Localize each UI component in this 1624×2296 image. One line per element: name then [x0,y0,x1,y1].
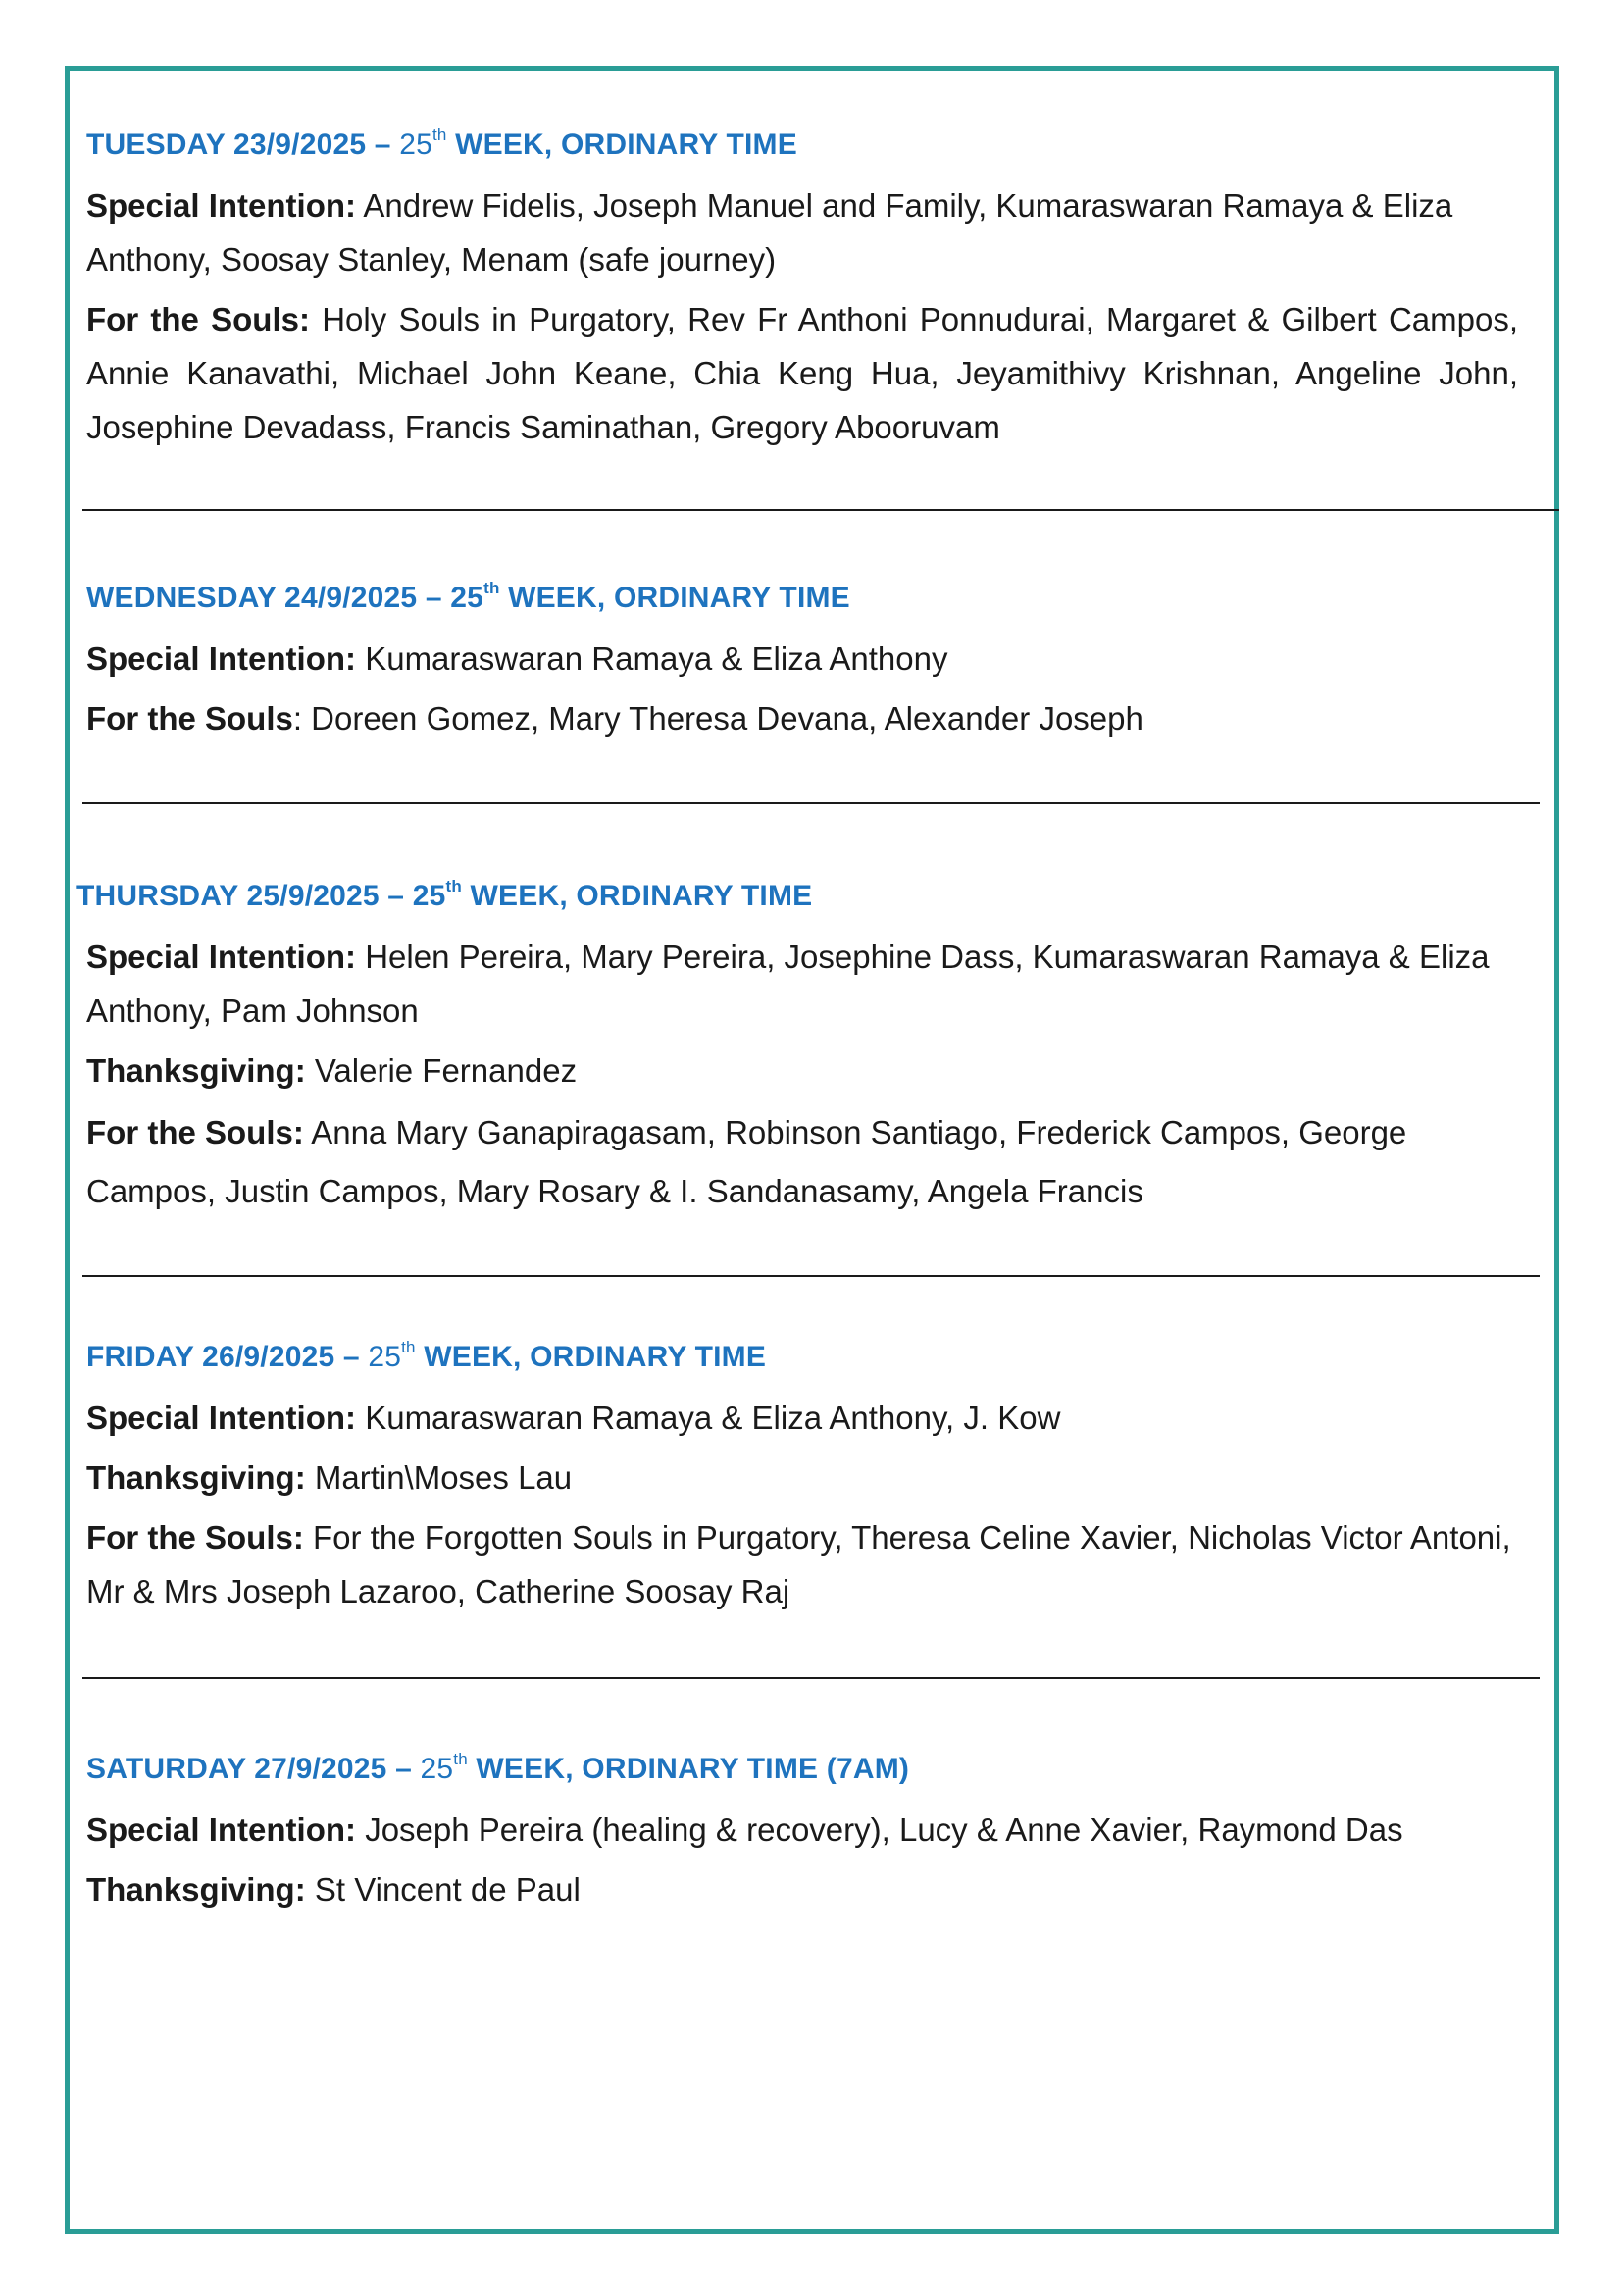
entry-label: Special Intention: [86,939,357,975]
entry-label: For the Souls: [86,1519,304,1556]
entry-label: Special Intention: [86,187,357,224]
section-divider [82,1275,1540,1277]
entry-thanksgiving [86,1044,1538,1097]
heading-week-number: 25 [450,582,484,614]
entry-label: Thanksgiving: [86,1459,306,1496]
entry-thanksgiving [86,1862,1538,1916]
heading-day: SATURDAY 27/9/2025 – [86,1753,412,1785]
entry-label: For the Souls [86,700,293,737]
heading-day: WEDNESDAY 24/9/2025 – [86,582,442,614]
day-section-saturday [86,1740,1538,1916]
day-heading [86,1740,1538,1789]
entry-label: For the Souls: [86,1114,304,1150]
heading-rest: WEEK, ORDINARY TIME [470,880,813,912]
entry-label: Special Intention: [86,1400,357,1436]
section-divider [82,1677,1540,1679]
heading-week-number: 25 [368,1341,402,1373]
day-section-friday [86,1328,1538,1618]
entry-text: Holy Souls in Purgatory, Rev Fr Anthoni Ponnudurai, Margaret & Gilbert Campos, Annie Kanavathi, Michael John Keane, Chia Keng Hua, Jeyamithivy Krishnan, Angeline John, Josephine Devadass, Francis Saminathan, Gregory Abooruvam [86,301,1518,445]
heading-rest: WEEK, ORDINARY TIME [424,1341,767,1373]
entry-label: For the Souls: [86,301,310,337]
entry-for-the-souls [86,1510,1538,1618]
heading-ordinal: th [432,126,447,144]
heading-rest: WEEK, ORDINARY TIME (7AM) [476,1753,910,1785]
day-section-tuesday [86,116,1538,454]
entry-special-intention [86,179,1538,286]
day-heading [86,1328,1538,1377]
heading-rest: WEEK, ORDINARY TIME [455,128,797,161]
day-heading [86,569,1538,618]
entry-for-the-souls [86,691,1538,745]
entry-special-intention [86,1803,1538,1857]
day-heading [76,867,1538,916]
entry-thanksgiving [86,1451,1538,1505]
day-section-thursday [76,867,1538,1221]
heading-week-number: 25 [412,880,446,912]
day-heading [86,116,1538,165]
entry-text: Kumaraswaran Ramaya & Eliza Anthony [365,640,948,677]
section-divider [82,802,1540,804]
entry-text: Andrew Fidelis, Joseph Manuel and Family, Kumaraswaran Ramaya & Eliza Anthony, Soosay Stanley, Menam (safe journey) [86,187,1453,278]
heading-ordinal: th [453,1750,468,1768]
entry-special-intention [86,930,1538,1038]
heading-day: FRIDAY 26/9/2025 – [86,1341,360,1373]
heading-ordinal: th [483,579,500,597]
entry-label: Special Intention: [86,1811,357,1848]
entry-label: Thanksgiving: [86,1871,306,1908]
entry-special-intention [86,1391,1538,1445]
heading-week-number: 25 [420,1753,454,1785]
entry-label: Special Intention: [86,640,357,677]
entry-special-intention [86,632,1538,686]
heading-day: TUESDAY 23/9/2025 – [86,128,391,161]
heading-ordinal: th [445,877,462,895]
entry-text: Anna Mary Ganapiragasam, Robinson Santiago, Frederick Campos, George Campos, Justin Campos, Mary Rosary & I. Sandanasamy, Angela Francis [86,1114,1407,1209]
heading-rest: WEEK, ORDINARY TIME [508,582,850,614]
entry-label: Thanksgiving: [86,1052,306,1089]
entry-text: Martin\Moses Lau [314,1459,573,1496]
entry-for-the-souls [86,292,1538,454]
entry-text: Valerie Fernandez [314,1052,578,1089]
entry-text: For the Forgotten Souls in Purgatory, Theresa Celine Xavier, Nicholas Victor Antoni, Mr & Mrs Joseph Lazaroo, Catherine Soosay Raj [86,1519,1511,1609]
entry-text: Helen Pereira, Mary Pereira, Josephine Dass, Kumaraswaran Ramaya & Eliza Anthony, Pam Johnson [86,939,1490,1029]
section-divider [82,509,1559,511]
day-section-wednesday [86,569,1538,745]
entry-for-the-souls [86,1103,1538,1221]
entry-text: Joseph Pereira (healing & recovery), Lucy & Anne Xavier, Raymond Das [365,1811,1403,1848]
heading-ordinal: th [401,1338,416,1356]
entry-text: : Doreen Gomez, Mary Theresa Devana, Alexander Joseph [292,700,1143,737]
entry-text: Kumaraswaran Ramaya & Eliza Anthony, J. Kow [365,1400,1061,1436]
entry-text: St Vincent de Paul [314,1871,581,1908]
heading-day: THURSDAY 25/9/2025 – [76,880,405,912]
heading-week-number: 25 [399,128,432,161]
